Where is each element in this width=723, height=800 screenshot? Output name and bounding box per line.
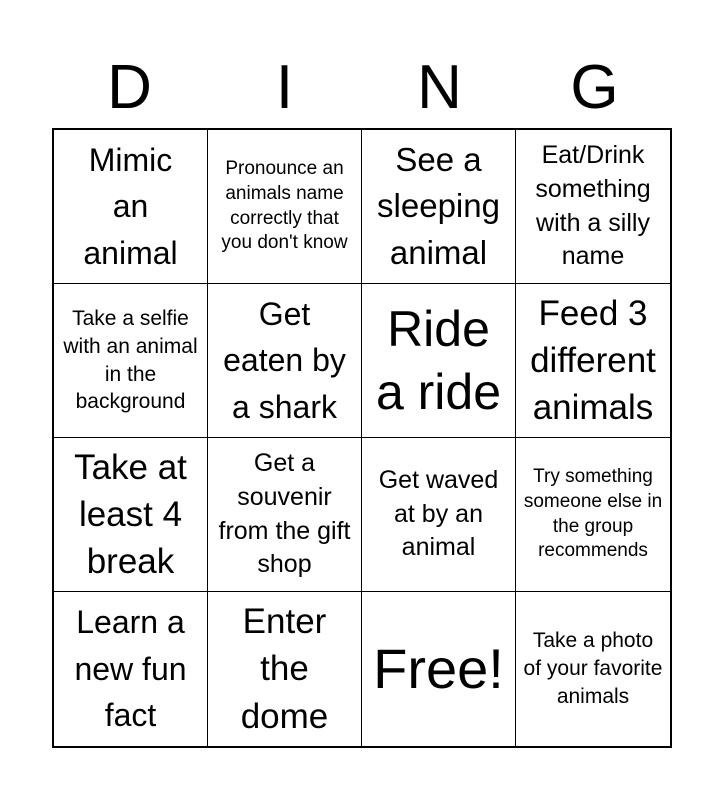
bingo-cell-text: Pronounce an animals name correctly that you don't know <box>221 158 348 254</box>
bingo-cell[interactable] <box>516 130 670 284</box>
bingo-cell-free[interactable] <box>362 592 516 746</box>
bingo-cell-text: Ride a ride <box>375 301 502 420</box>
bingo-cell[interactable] <box>208 592 362 746</box>
bingo-cell-text: Take at least 4 break <box>74 447 187 582</box>
bingo-cell-text: Free! <box>373 637 504 701</box>
header-letter-i: I <box>275 53 294 122</box>
bingo-grid <box>52 128 672 748</box>
bingo-cell[interactable] <box>54 438 208 592</box>
bingo-cell-text: Get eaten by a shark <box>223 295 346 425</box>
bingo-cell-text: Eat/Drink something with a silly name <box>535 141 651 271</box>
bingo-cell[interactable] <box>362 130 516 284</box>
bingo-cell-text: Get a souvenir from the gift shop <box>218 449 351 579</box>
bingo-cell-text: Try something someone else in the group recommends <box>523 466 663 562</box>
header-letter-g: G <box>570 53 619 122</box>
header-letter-n: N <box>417 53 462 122</box>
bingo-cell[interactable] <box>208 284 362 438</box>
bingo-cell[interactable] <box>54 284 208 438</box>
bingo-cell-text: Feed 3 different animals <box>530 293 656 428</box>
bingo-cell-text: See a sleeping animal <box>377 141 500 271</box>
bingo-cell[interactable] <box>208 130 362 284</box>
bingo-cell-text: Learn a new fun fact <box>74 604 187 734</box>
bingo-cell-text: Take a selfie with an animal in the background <box>63 307 198 414</box>
bingo-header <box>52 48 672 128</box>
bingo-cell-text: Enter the dome <box>240 602 329 736</box>
bingo-cell[interactable] <box>516 284 670 438</box>
bingo-cell-text: Mimic an animal <box>83 141 178 271</box>
bingo-cell[interactable] <box>362 284 516 438</box>
bingo-cell[interactable] <box>54 592 208 746</box>
bingo-cell[interactable] <box>208 438 362 592</box>
bingo-cell[interactable] <box>516 592 670 746</box>
header-letter-d: D <box>107 53 152 122</box>
bingo-cell-text: Get waved at by an animal <box>378 465 499 562</box>
bingo-cell[interactable] <box>54 130 208 284</box>
bingo-cell[interactable] <box>362 438 516 592</box>
bingo-cell[interactable] <box>516 438 670 592</box>
bingo-cell-text: Take a photo of your favorite animals <box>523 629 663 708</box>
